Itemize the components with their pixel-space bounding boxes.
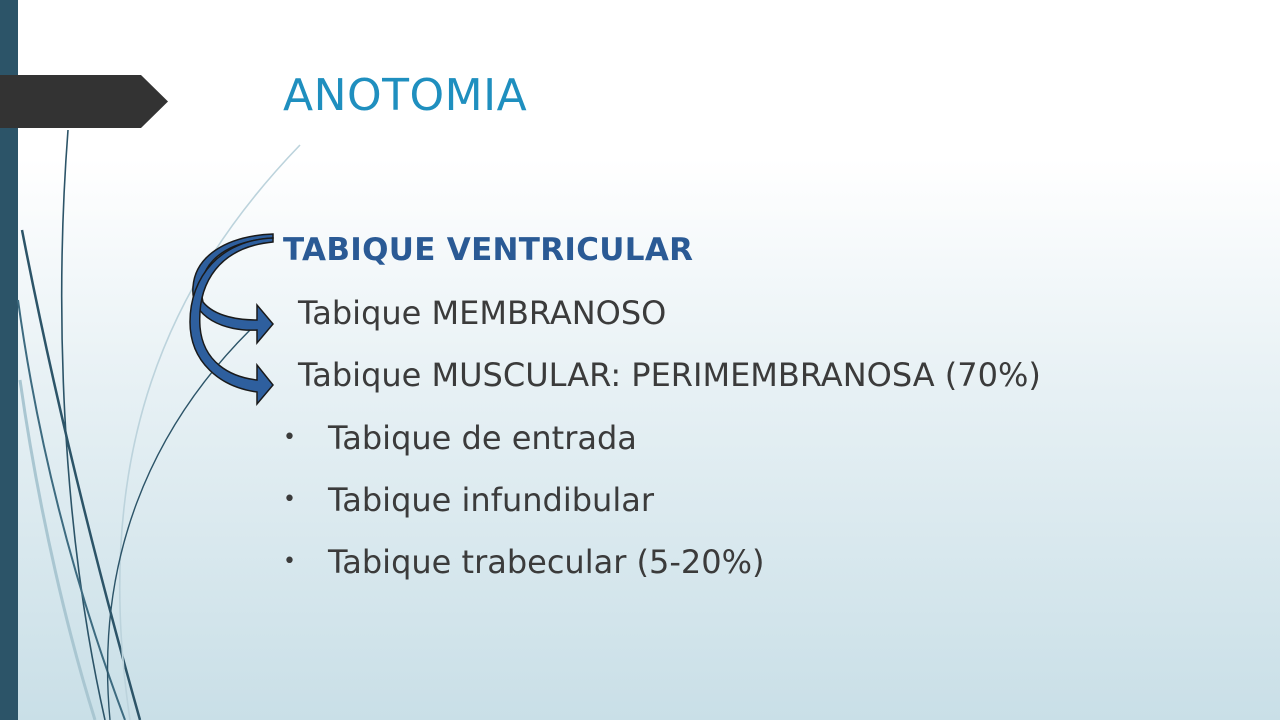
bullet-list <box>283 412 765 598</box>
list-item-label: Tabique de entrada <box>328 419 637 457</box>
bullet-icon: • <box>283 425 296 450</box>
list-item <box>283 536 765 598</box>
list-item-label: Tabique trabecular (5-20%) <box>328 543 765 581</box>
subitem-membranoso: Tabique MEMBRANOSO <box>298 294 667 332</box>
bullet-icon: • <box>283 487 296 512</box>
subitem-muscular: Tabique MUSCULAR: PERIMEMBRANOSA (70%) <box>298 356 1041 394</box>
curved-arrows <box>185 232 285 412</box>
section-heading: TABIQUE VENTRICULAR <box>283 232 694 268</box>
list-item <box>283 474 765 536</box>
list-item-label: Tabique infundibular <box>328 481 654 519</box>
slide-title: ANOTOMIA <box>283 70 528 121</box>
bullet-icon: • <box>283 549 296 574</box>
title-tab-shape <box>0 75 168 128</box>
list-item <box>283 412 765 474</box>
